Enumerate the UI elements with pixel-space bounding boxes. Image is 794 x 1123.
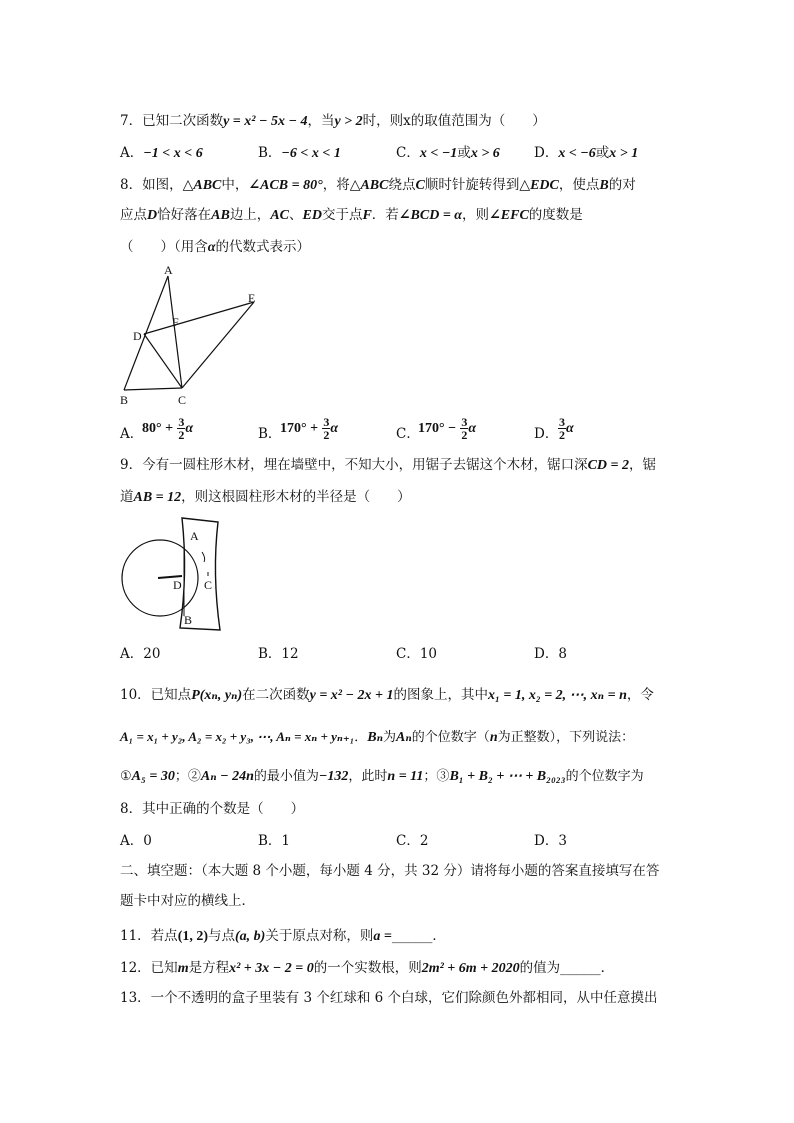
question-11: 11．若点(1, 2)与点(a, b)关于原点对称，则a =______． <box>120 928 446 944</box>
option-c[interactable]: C． <box>396 426 420 442</box>
label-a: A <box>164 263 173 277</box>
question-9-stem-line1: 9．今有一圆柱形木材，埋在墙壁中，不知大小，用锯子去锯这个木材，锯口深CD = 2，锯 <box>120 457 657 473</box>
segment-bc <box>124 388 182 390</box>
option-d[interactable]: D．8 <box>534 646 567 662</box>
label-f: F <box>172 315 179 329</box>
question-9-stem-line2: 道AB = 12，则这根圆柱形木材的半径是（ ） <box>120 489 411 505</box>
option-a[interactable]: A． <box>120 426 144 442</box>
option-d[interactable]: D．x < −6或x > 1 <box>534 145 639 161</box>
label-e: E <box>248 291 256 305</box>
question-10-stem-line1: 10．已知点P(xₙ, yₙ)在二次函数y = x² − 2x + 1的图象上，其中x₁ = 1, x₂ = 2, ⋯, xₙ = n，令 <box>120 687 654 703</box>
question-10-stem-line4: 8．其中正确的个数是（ ） <box>120 801 305 817</box>
segment-ec <box>182 302 254 388</box>
question-10-stem-line2: A₁ = x₁ + y₂, A₂ = x₂ + y₃, ⋯, Aₙ = xₙ + yₙ₊₁．Bₙ为Aₙ的个位数字（n为正整数），下列说法： <box>120 729 635 745</box>
label-d: D <box>173 578 182 592</box>
option-a[interactable]: A．20 <box>120 646 161 662</box>
section-2-heading-line1: 二、填空题：（本大题 8 个小题，每小题 4 分，共 32 分）请将每小题的答案直接填写在答 <box>120 863 660 879</box>
option-b[interactable]: B．−6 < x < 1 <box>258 145 341 161</box>
option-b[interactable]: B．12 <box>258 646 299 662</box>
question-8-options: A． 80° + $\frac{3}{2}$ α B． 170° + $\frac{3}{2}$ α C． 170° − $\frac{3}{2}$ α D． $\frac{3}{2}$ α <box>120 415 574 442</box>
label-d: D <box>133 329 142 343</box>
question-10-stem-line3: ①A₅ = 30；②Aₙ − 24n的最小值为−132，此时n = 11；③B₁ + B₂ + ⋯ + B₂₀₂₃的个位数字为 <box>120 769 644 784</box>
label-b: B <box>120 393 129 407</box>
option-d[interactable]: D． <box>534 426 559 442</box>
question-13: 13．一个不透明的盒子里装有 3 个红球和 6 个白球，它们除颜色外都相同，从中任意摸出 <box>120 990 658 1006</box>
question-7-stem: 7．已知二次函数y = x² − 5x − 4，当y > 2时，则x的取值范围为（ ） <box>120 113 546 129</box>
answer-blank[interactable]: 的值为______． <box>519 960 615 976</box>
label-c: C <box>178 393 187 407</box>
label-b: B <box>184 613 193 627</box>
question-8-figure <box>112 262 272 410</box>
option-c[interactable]: C．10 <box>396 646 438 662</box>
question-8-stem-line3: （ ）（用含α的代数式表示） <box>120 239 310 255</box>
question-8-stem-line1: 8．如图，△ABC中，∠ACB = 80°，将△ABC绕点C顺时针旋转得到△EDC，使点B的对 <box>120 177 636 193</box>
option-d[interactable]: D．3 <box>534 833 567 849</box>
option-c[interactable]: C．2 <box>396 833 429 849</box>
label-c: C <box>204 578 213 592</box>
option-a[interactable]: A．0 <box>120 833 152 849</box>
option-b[interactable]: B． <box>258 426 282 442</box>
option-c[interactable]: C．x < −1或x > 6 <box>396 145 500 161</box>
section-2-heading-line2: 题卡中对应的横线上． <box>120 893 255 909</box>
option-a[interactable]: A．−1 < x < 6 <box>120 145 203 161</box>
label-a: A <box>190 529 199 543</box>
question-8-stem-line2: 应点D恰好落在AB边上，AC、ED交于点F．若∠BCD = α，则∠EFC的度数是 <box>120 207 583 223</box>
question-12: 12．已知m是方程x² + 3x − 2 = 0的一个实数根，则2m² + 6m + 2020的值为______． <box>120 960 615 976</box>
answer-blank[interactable]: ______． <box>391 928 446 944</box>
option-b[interactable]: B．1 <box>258 833 291 849</box>
segment-de <box>144 302 254 334</box>
question-9-figure <box>118 512 238 634</box>
